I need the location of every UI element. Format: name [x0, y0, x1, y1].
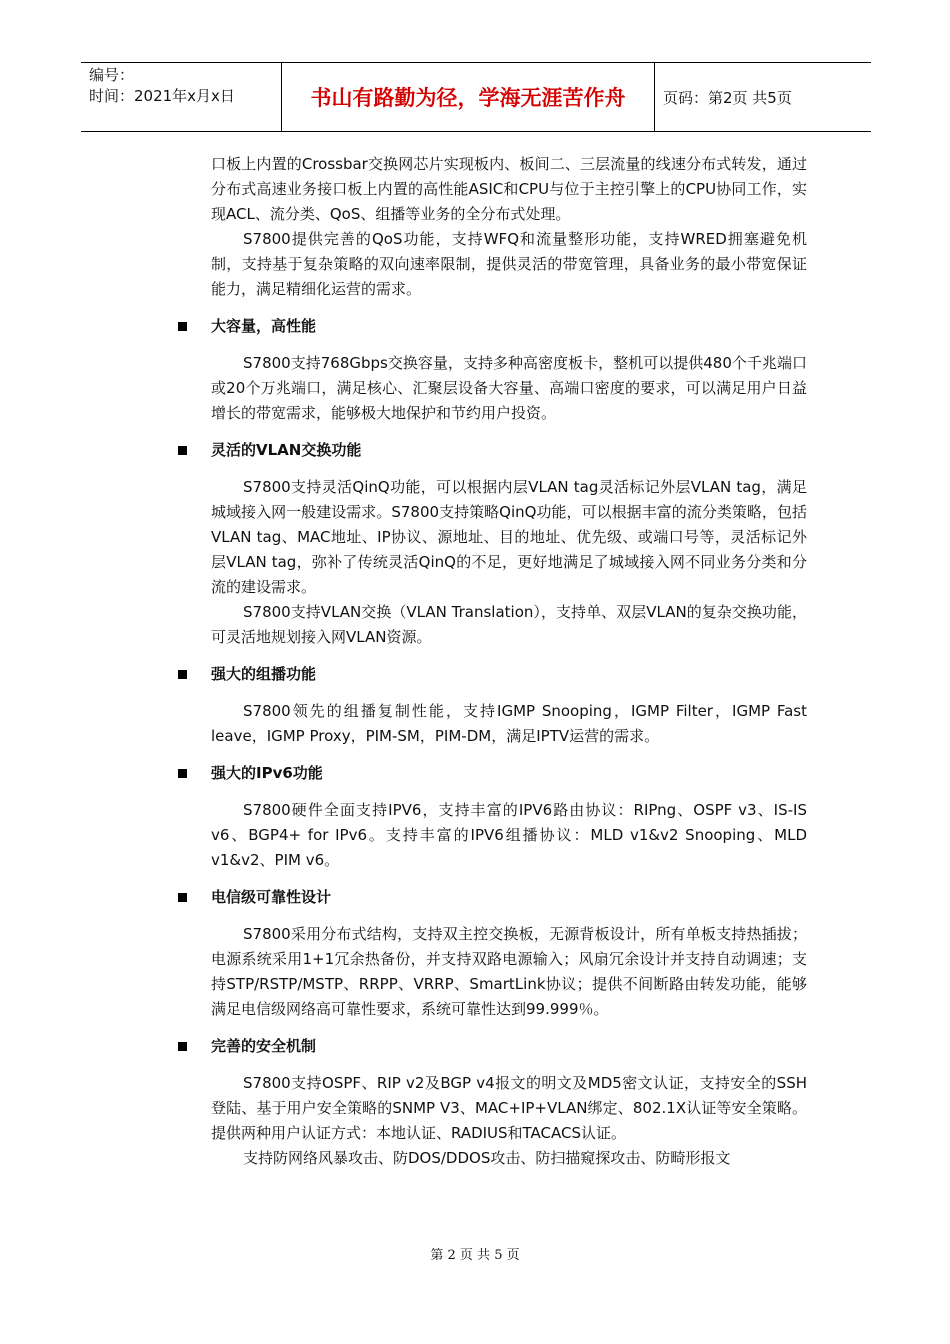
square-bullet-icon	[178, 1042, 187, 1051]
section-title-vlan: 灵活的VLAN交换功能	[211, 438, 807, 463]
square-bullet-icon	[178, 769, 187, 778]
section-title-reliability: 电信级可靠性设计	[211, 885, 807, 910]
square-bullet-icon	[178, 446, 187, 455]
section-title-security: 完善的安全机制	[211, 1034, 807, 1059]
section-security-paragraph-1: S7800支持OSPF、RIP v2及BGP v4报文的明文及MD5密文认证，支持安全的SSH登陆、基于用户安全策略的SNMP V3、MAC+IP+VLAN绑定、802.1X认证等安全策略。提供两种用户认证方式：本地认证、RADIUS和TACACS认证。	[211, 1074, 807, 1142]
header-number-label: 编号：	[89, 66, 135, 84]
section-ipv6-paragraph: S7800硬件全面支持IPV6，支持丰富的IPV6路由协议：RIPng、OSPF v3、IS-IS v6、BGP4+ for IPv6。支持丰富的IPV6组播协议：MLD v1&v2 Snooping、MLD v1&v2、PIM v6。	[211, 801, 807, 869]
square-bullet-icon	[178, 670, 187, 679]
header-divider-2	[654, 63, 655, 131]
section-reliability-paragraph: S7800采用分布式结构，支持双主控交换板，无源背板设计，所有单板支持热插拔；电源系统采用1+1冗余热备份，并支持双路电源输入；风扇冗余设计并支持自动调速；支持STP/RSTP/MSTP、RRPP、VRRP、SmartLink协议；提供不间断路由转发功能，能够满足电信级网络高可靠性要求，系统可靠性达到99.999％。	[211, 925, 807, 1018]
section-capacity-paragraph: S7800支持768Gbps交换容量，支持多种高密度板卡，整机可以提供480个千兆端口或20个万兆端口，满足核心、汇聚层设备大容量、高端口密度的要求，可以满足用户日益增长的带宽需求，能够极大地保护和节约用户投资。	[211, 354, 807, 422]
intro-paragraph-1: 口板上内置的Crossbar交换网芯片实现板内、板间二、三层流量的线速分布式转发，通过分布式高速业务接口板上内置的高性能ASIC和CPU与位于主控引擎上的CPU协同工作，实现ACL、流分类、QoS、组播等业务的全分布式处理。	[211, 155, 807, 223]
header-info	[89, 65, 281, 107]
square-bullet-icon	[178, 893, 187, 902]
section-multicast-paragraph: S7800领先的组播复制性能，支持IGMP Snooping，IGMP Filter，IGMP Fast leave，IGMP Proxy，PIM-SM，PIM-DM，满足IPTV运营的需求。	[211, 702, 807, 745]
section-vlan-paragraph-1: S7800支持灵活QinQ功能，可以根据内层VLAN tag灵活标记外层VLAN tag，满足城域接入网一般建设需求。S7800支持策略QinQ功能，可以根据丰富的流分类策略，包括 VLAN tag、MAC地址、IP协议、源地址、目的地址、优先级、或端口号等，灵活标记外 层VLAN tag，弥补了传统灵活QinQ的不足，更好地满足了城域接入网不同业务分类和分流的建设需求。	[211, 478, 807, 596]
header-page-number: 页码：第2页 共5页	[663, 89, 792, 107]
document-body	[211, 152, 807, 1171]
section-title-ipv6: 强大的IPv6功能	[211, 761, 807, 786]
page-header	[81, 62, 871, 132]
header-time-label: 时间：2021年x月x日	[89, 87, 235, 105]
square-bullet-icon	[178, 322, 187, 331]
section-title-capacity: 大容量，高性能	[211, 314, 807, 339]
section-vlan-paragraph-2: S7800支持VLAN交换（VLAN Translation），支持单、双层VLAN的复杂交换功能，可灵活地规划接入网VLAN资源。	[211, 603, 807, 646]
section-security-paragraph-2: 支持防网络风暴攻击、防DOS/DDOS攻击、防扫描窥探攻击、防畸形报文	[243, 1149, 731, 1167]
section-title-multicast: 强大的组播功能	[211, 662, 807, 687]
intro-paragraph-2: S7800提供完善的QoS功能，支持WFQ和流量整形功能，支持WRED拥塞避免机制，支持基于复杂策略的双向速率限制，提供灵活的带宽管理，具备业务的最小带宽保证能力，满足精细化运营的需求。	[211, 230, 807, 298]
page-footer: 第 2 页 共 5 页	[430, 1248, 520, 1263]
header-motto: 书山有路勤为径，学海无涯苦作舟	[310, 86, 626, 110]
